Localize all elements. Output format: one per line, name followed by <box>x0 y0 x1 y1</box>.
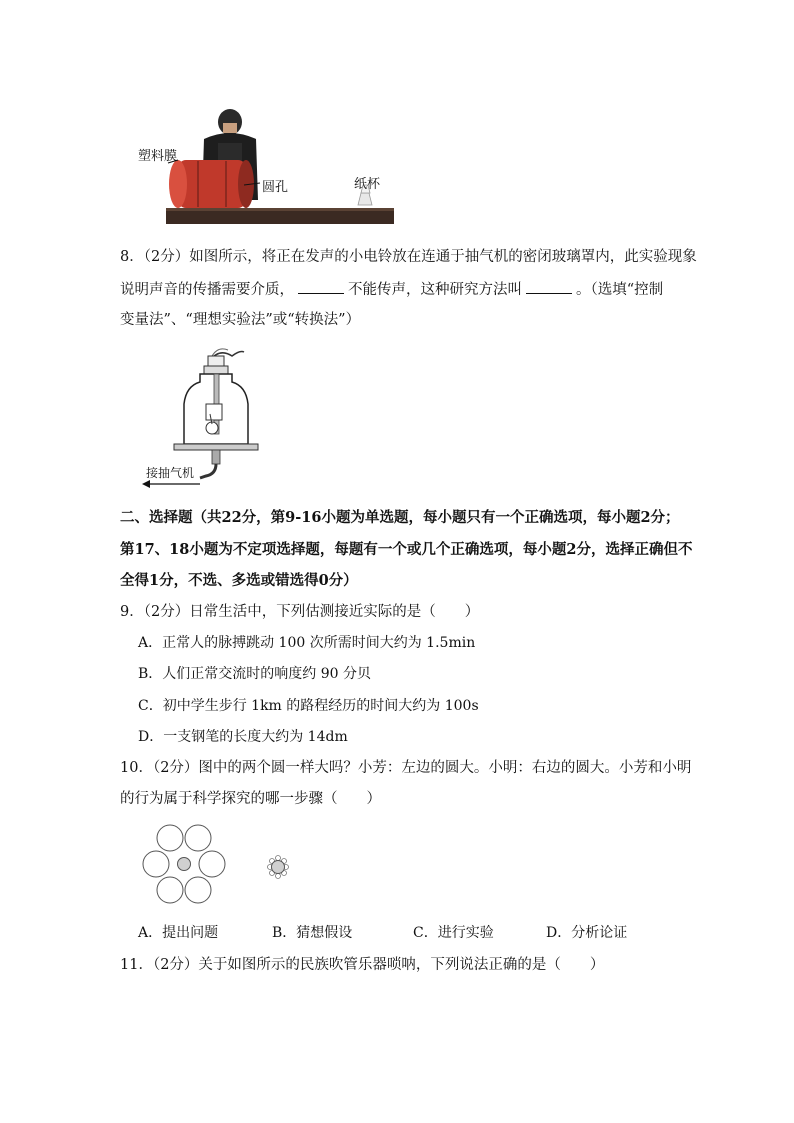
q8-blank-2[interactable] <box>526 279 572 294</box>
q8-blank-1[interactable] <box>298 279 344 294</box>
label-round-hole: 圆孔 <box>262 180 289 195</box>
q8-text-b: 不能传声，这种研究方法叫 <box>348 282 522 298</box>
q8-line-2 <box>120 279 663 300</box>
section2-line-2: 第17、18小题为不定项选择题，每题有一个或几个正确选项，每小题2分，选择正确但不 <box>120 541 693 558</box>
label-plastic-film: 塑料膜 <box>138 149 178 164</box>
section2-line-3: 全得1分，不选、多选或错选得0分） <box>120 572 358 589</box>
label-vacuum-pump: 接抽气机 <box>146 466 195 480</box>
q9-option-a[interactable]: A．正常人的脉搏跳动 100 次所需时间大约为 1.5min <box>138 635 476 651</box>
q10-line-1: 10．（2分）图中的两个圆一样大吗？小芳：左边的圆大。小明：右边的圆大。小芳和小明 <box>120 760 692 776</box>
circle-illusion-figure <box>138 822 298 910</box>
section2-line-1: 二、选择题（共22分，第9-16小题为单选题，每小题只有一个正确选项，每小题2分； <box>120 509 680 526</box>
q8-line-3: 变量法”、“理想实验法”或“转换法”） <box>120 312 361 328</box>
circle-illusion-illustration <box>138 822 298 910</box>
q8-text-a: 说明声音的传播需要介质， <box>120 282 294 298</box>
drum-experiment-figure <box>138 105 398 230</box>
label-paper-cup: 纸杯 <box>354 177 381 192</box>
q10-option-a[interactable]: A．提出问题 <box>138 925 219 941</box>
q10-line-2: 的行为属于科学探究的哪一步骤（ ） <box>120 791 381 807</box>
bell-jar-figure <box>140 344 260 494</box>
q9-option-d[interactable]: D．一支钢笔的长度大约为 14dm <box>138 729 348 745</box>
q10-option-d[interactable]: D．分析论证 <box>546 925 628 941</box>
q9-stem: 9．（2分）日常生活中，下列估测接近实际的是（ ） <box>120 604 480 620</box>
q8-line-1: 8．（2分）如图所示，将正在发声的小电铃放在连通于抽气机的密闭玻璃罩内，此实验现象 <box>120 249 697 265</box>
q9-option-c[interactable]: C．初中学生步行 1km 的路程经历的时间大约为 100s <box>138 698 479 714</box>
q10-option-c[interactable]: C．进行实验 <box>413 925 494 941</box>
q11-stem: 11．（2分）关于如图所示的民族吹管乐器唢呐，下列说法正确的是（ ） <box>120 957 605 973</box>
q8-text-c: 。（选填“控制 <box>576 282 664 298</box>
q9-option-b[interactable]: B．人们正常交流时的响度约 90 分贝 <box>138 666 372 682</box>
q10-option-b[interactable]: B．猜想假设 <box>272 925 353 941</box>
drum-experiment-illustration <box>138 105 398 230</box>
